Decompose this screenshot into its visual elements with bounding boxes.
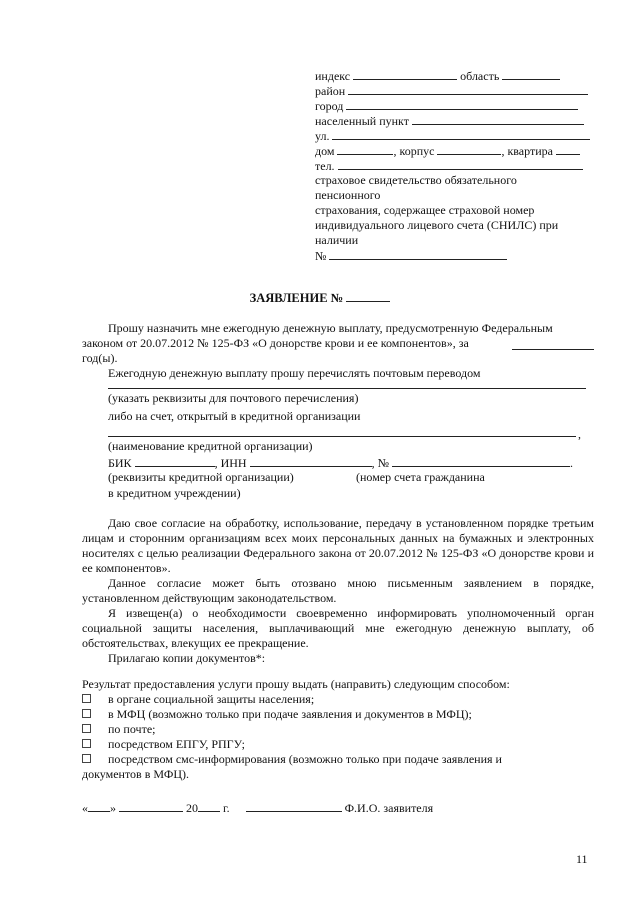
district-field[interactable] (348, 83, 588, 95)
settlement-label: населенный пункт (315, 114, 409, 128)
city-field[interactable] (346, 98, 578, 110)
bik-label: БИК (108, 456, 132, 470)
inn-label: , ИНН (214, 456, 247, 470)
settlement-field[interactable] (412, 113, 584, 125)
option-social-protection[interactable] (82, 692, 594, 707)
document-title (0, 290, 640, 306)
snils-line-5: наличии (315, 233, 359, 247)
street-label: ул. (315, 129, 330, 143)
address-block (315, 68, 600, 263)
option-label: по почте; (108, 722, 156, 736)
application-number-field[interactable] (346, 290, 390, 302)
consent-block (82, 516, 594, 666)
bik-field[interactable] (135, 455, 215, 467)
consent-paragraph-2: Данное согласие может быть отозвано мною письменным заявлением в порядке, установленном действующим законодательством. (82, 576, 594, 605)
years-field[interactable] (512, 338, 594, 350)
month-field[interactable] (119, 800, 183, 812)
result-heading: Результат предоставления услуги прошу выдать (направить) следующим способом: (82, 677, 510, 691)
period: . (570, 456, 574, 470)
signature-field[interactable] (246, 800, 342, 812)
bank-name-field[interactable] (108, 436, 576, 437)
page-number: 11 (576, 852, 588, 866)
house-field[interactable] (337, 143, 393, 155)
street-field[interactable] (332, 128, 590, 140)
year-suffix: г. (223, 801, 230, 815)
checkbox-icon[interactable] (82, 694, 91, 703)
bank-details-row (108, 455, 588, 470)
snils-line-2: пенсионного (315, 188, 381, 202)
applicant-name-label: Ф.И.О. заявителя (344, 801, 434, 815)
option-epgu[interactable] (82, 737, 594, 752)
quote-close: » (110, 801, 116, 815)
bank-hint: (наименование кредитной организации) (108, 439, 313, 453)
payment-line: Ежегодную денежную выплату прошу перечислять почтовым переводом (108, 366, 481, 380)
request-line-1: Прошу назначить мне ежегодную денежную выплату, предусмотренную Федеральным (108, 321, 553, 335)
num-label: , № (371, 456, 390, 470)
city-line (315, 98, 600, 113)
consent-paragraph-3: Я извещен(а) о необходимости своевременно информировать уполномоченный орган социальной защиты населения, выплачивающий мне ежегодную денежную выплату, об обстоятельствах, влекущих ее прекращение. (82, 606, 594, 650)
city-label: город (315, 99, 344, 113)
signature-row (82, 800, 594, 815)
account-hint: (номер счета гражданина (356, 470, 485, 484)
option-label: посредством смс-информирования (возможно только при подаче заявления и (108, 752, 502, 766)
index-field[interactable] (353, 68, 457, 80)
settlement-line (315, 113, 600, 128)
request-line-3: год(ы). (82, 351, 118, 365)
snils-line-3: страхования, содержащее страховой номер (315, 203, 535, 217)
option-label: в МФЦ (возможно только при подаче заявления и документов в МФЦ); (108, 707, 472, 721)
apartment-field[interactable] (556, 143, 580, 155)
bank-details-hint: (реквизиты кредитной организации) (108, 470, 294, 484)
result-block (82, 677, 594, 782)
documents-attached: Прилагаю копии документов*: (108, 651, 266, 665)
index-region-line (315, 68, 600, 83)
option-sms-continued: документов в МФЦ). (82, 767, 190, 781)
signature-line (82, 800, 594, 815)
building-field[interactable] (437, 143, 501, 155)
index-label: индекс (315, 69, 351, 83)
region-label: область (460, 69, 500, 83)
account-line: либо на счет, открытый в кредитной организации (108, 409, 361, 423)
checkbox-icon[interactable] (82, 709, 91, 718)
checkbox-icon[interactable] (82, 754, 91, 763)
phone-field[interactable] (338, 158, 583, 170)
street-line (315, 128, 600, 143)
inn-field[interactable] (250, 455, 372, 467)
request-line-2 (82, 336, 594, 351)
snils-line-1: страховое свидетельство обязательного (315, 173, 517, 187)
postal-hint: (указать реквизиты для почтового перечисления) (108, 391, 359, 405)
account-hint-2: в кредитном учреждении) (108, 486, 241, 500)
account-number-field[interactable] (392, 455, 570, 467)
checkbox-icon[interactable] (82, 739, 91, 748)
option-sms[interactable] (82, 752, 594, 767)
snils-line-4: индивидуального лицевого счета (СНИЛС) при (315, 218, 559, 232)
bank-details-line (108, 455, 588, 470)
quote-open: « (82, 801, 88, 815)
house-line (315, 143, 600, 158)
snils-number-line (315, 248, 600, 263)
number-label: № (315, 249, 327, 263)
request-block (82, 321, 594, 381)
year-field[interactable] (198, 800, 220, 812)
house-label: дом (315, 144, 335, 158)
option-label: посредством ЕПГУ, РПГУ; (108, 737, 245, 751)
consent-paragraph-1: Даю свое согласие на обработку, использование, передачу в установленном порядке третьим лицам и сторонним организациям всех моих персональных данных на бумажных и электронных носителях с целью реализации Федерального закона от 20.07.2012 № 125-ФЗ «О донорстве крови и ее компонентов». (82, 516, 594, 575)
phone-line (315, 158, 600, 173)
checkbox-icon[interactable] (82, 724, 91, 733)
day-field[interactable] (88, 800, 110, 812)
year-prefix: 20 (186, 801, 198, 815)
option-mfc[interactable] (82, 707, 594, 722)
option-label: в органе социальной защиты населения; (108, 692, 315, 706)
region-field[interactable] (502, 68, 560, 80)
account-comma: , (578, 427, 581, 441)
apartment-label: , квартира (501, 144, 553, 158)
phone-label: тел. (315, 159, 335, 173)
request-line-2-text: законом от 20.07.2012 № 125-ФЗ «О донорстве крови и ее компонентов», за (82, 336, 469, 350)
option-mail[interactable] (82, 722, 594, 737)
snils-number-field[interactable] (329, 248, 507, 260)
building-label: , корпус (393, 144, 435, 158)
postal-details-field[interactable] (108, 388, 586, 389)
title-text: ЗАЯВЛЕНИЕ № (249, 291, 344, 305)
district-line (315, 83, 600, 98)
district-label: район (315, 84, 346, 98)
